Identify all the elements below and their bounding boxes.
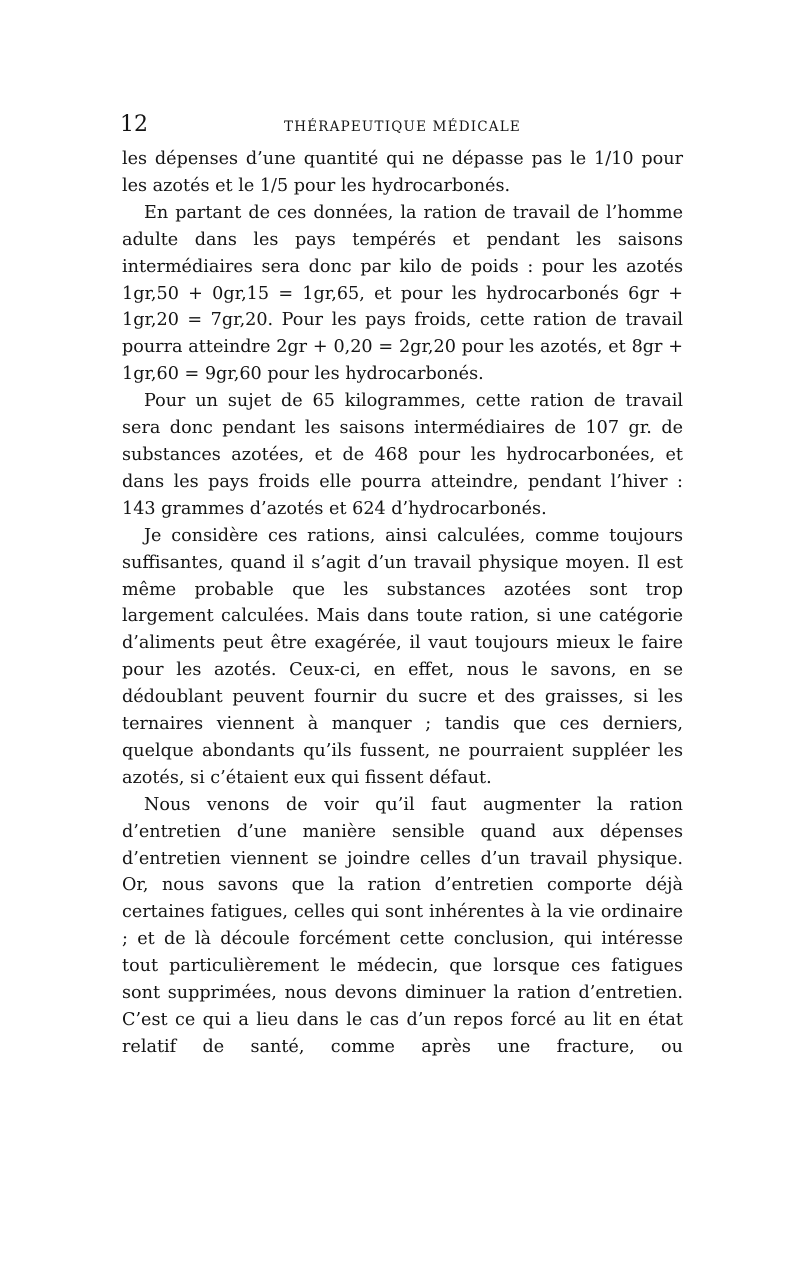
paragraph-maintenance-ration: Nous venons de voir qu’il faut augmenter la ration d’entretien d’une manière sensible quand aux dépenses d’entretien viennent se joindre celles d’un travail physique. Or, nous savons que la ration d’entretien comporte déjà certaines fatigues, celles qui sont inhérentes à la vie ordinaire ; et de là découle forcément cette conclusion, qui intéresse tout particulièrement le médecin, que lorsque ces fatigues sont supprimées, nous devons diminuer la ration d’entretien. C’est ce qui a lieu dans le cas d’un repos forcé au lit en état relatif de santé, comme après une fracture, ou: [122, 794, 683, 1057]
paragraph-work-ration: En partant de ces données, la ration de travail de l’homme adulte dans les pays tempérés et pendant les saisons intermédiaires sera donc par kilo de poids : pour les azotés 1gr,50 + 0gr,15 = 1gr,65, et pour les hydrocarbonés 6gr + 1gr,20 = 7gr,20. Pour les pays froids, cette ration de travail pourra atteindre 2gr + 0,20 = 2gr,20 pour les azotés, et 8gr + 1gr,60 = 9gr,60 pour les hydrocarbonés.: [122, 202, 683, 385]
body-text: [122, 146, 683, 1061]
book-page: [122, 112, 683, 1061]
running-title: THÉRAPEUTIQUE MÉDICALE: [284, 119, 521, 135]
paragraph-continuation: les dépenses d’une quantité qui ne dépasse pas le 1/10 pour les azotés et le 1/5 pour les hydrocarbonés.: [122, 149, 683, 196]
running-head: [122, 112, 683, 146]
page-number: 12: [120, 112, 148, 137]
paragraph-rations-sufficient: Je considère ces rations, ainsi calculées, comme toujours suffisantes, quand il s’agit d’un travail physique moyen. Il est même probable que les substances azotées sont trop largement calculées. Mais dans toute ration, si une catégorie d’aliments peut être exagérée, il vaut toujours mieux le faire pour les azotés. Ceux-ci, en effet, nous le savons, en se dédoublant peuvent fournir du sucre et des graisses, si les ternaires viennent à manquer ; tandis que ces derniers, quelque abondants qu’ils fussent, ne pourraient suppléer les azotés, si c’étaient eux qui fissent défaut.: [122, 525, 683, 788]
paragraph-subject-65kg: Pour un sujet de 65 kilogrammes, cette ration de travail sera donc pendant les saisons intermédiaires de 107 gr. de substances azotées, et de 468 pour les hydrocarbonées, et dans les pays froids elle pourra atteindre, pendant l’hiver : 143 grammes d’azotés et 624 d’hydrocarbonés.: [122, 391, 683, 519]
